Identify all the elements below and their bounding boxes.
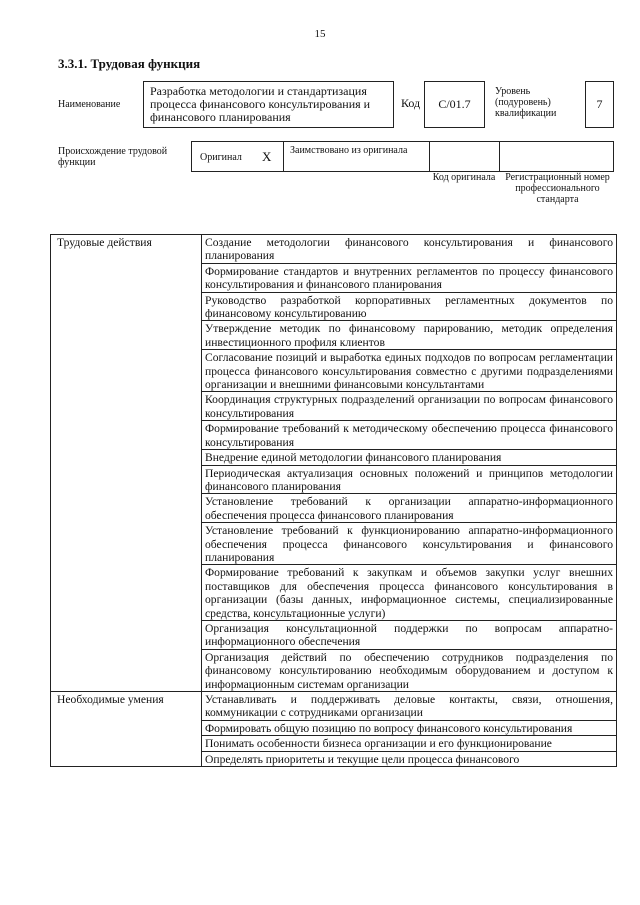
table-cell: Организация действий по обеспечению сотрудников подразделения по финансовому консультированию необходимым оборудованием и доступом к информационным системам организации [202,649,617,691]
level-box [585,81,614,128]
table-cell: Координация структурных подразделений организации по вопросам финансового консультирования [202,392,617,421]
code-label: Код [401,96,421,110]
origin-divider [283,142,284,171]
table-cell: Утверждение методик по финансовому парированию, методик определения инвестиционного профиля клиентов [202,321,617,350]
original-mark: X [262,149,272,164]
code-original-label: Код оригинала [432,172,496,183]
table-cell: Установление требований к организации аппаратно-информационного обеспечения процесса финансового планирования [202,494,617,523]
level-label: Уровень (подуровень) квалификации [495,86,557,119]
origin-divider [499,142,500,171]
table-cell: Согласование позиций и выработка единых подходов по вопросам регламентации процесса финансового консультирования совместно с другими подразделениями организации и внешними финансовыми консультантами [202,350,617,392]
table-cell: Формировать общую позицию по вопросу финансового консультирования [202,720,617,735]
table-row [51,235,617,264]
page-number: 15 [314,28,326,40]
borrowed-label: Заимствовано из оригинала [290,145,408,156]
table-cell: Внедрение единой методологии финансового планирования [202,450,617,465]
function-name-box [143,81,394,128]
code-box [424,81,485,128]
table-cell: Определять приоритеты и текущие цели процесса финансового [202,751,617,766]
origin-table [191,141,614,172]
table-cell: Формирование стандартов и внутренних регламентов по процессу финансового консультирования и финансового планирования [202,263,617,292]
table-cell: Руководство разработкой корпоративных регламентных документов по финансовому консультированию [202,292,617,321]
reg-number-label: Регистрационный номер профессионального стандарта [505,172,610,205]
table-cell: Установление требований к функционированию аппаратно-информационного обеспечения процесса финансового консультирования и финансового планирования [202,523,617,565]
name-label: Наименование [58,99,121,110]
table-cell: Периодическая актуализация основных положений и принципов методологии финансового планирования [202,465,617,494]
row-label: Необходимые умения [51,692,202,767]
level-value: 7 [596,97,603,111]
table-cell: Понимать особенности бизнеса организации и его функционирование [202,736,617,751]
table-cell: Формирование требований к закупкам и объемов закупки услуг внешних поставщиков для обеспечения процесса финансового консультирования в организации (базы данных, информационное системы, специализированные средства, консультационные услуги) [202,565,617,621]
table-cell: Организация консультационной поддержки по вопросам аппаратно-информационного обеспечения [202,620,617,649]
section-title: 3.3.1. Трудовая функция [58,56,201,71]
original-label: Оригинал [200,152,242,163]
table-cell: Устанавливать и поддерживать деловые контакты, связи, отношения, коммуникации с сотрудниками организации [202,692,617,721]
row-label: Трудовые действия [51,235,202,692]
table-cell: Формирование требований к методическому обеспечению процесса финансового консультирования [202,421,617,450]
code-value: С/01.7 [438,97,471,111]
table-row [51,692,617,721]
origin-divider [429,142,430,171]
function-details-table [50,234,617,767]
table-cell: Создание методологии финансового консультирования и финансового планирования [202,235,617,264]
function-name-value: Разработка методологии и стандартизация процесса финансового консультирования и финансового планирования [150,84,371,124]
origin-label: Происхождение трудовой функции [58,146,168,168]
